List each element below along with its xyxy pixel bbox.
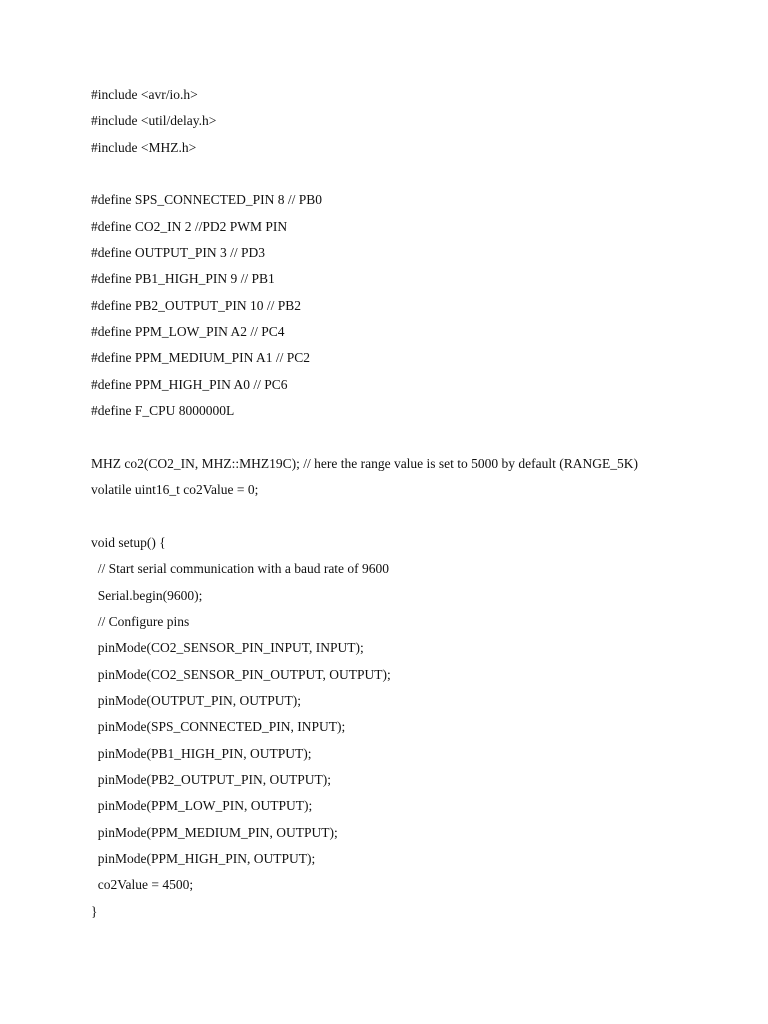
- code-line: pinMode(PB1_HIGH_PIN, OUTPUT);: [91, 745, 312, 761]
- code-line: #define F_CPU 8000000L: [91, 403, 235, 419]
- code-line: pinMode(CO2_SENSOR_PIN_OUTPUT, OUTPUT);: [91, 666, 391, 682]
- code-line: Serial.begin(9600);: [91, 587, 203, 603]
- code-line: void setup() {: [91, 534, 166, 550]
- code-line: pinMode(PPM_HIGH_PIN, OUTPUT);: [91, 850, 316, 866]
- code-line: pinMode(PPM_LOW_PIN, OUTPUT);: [91, 798, 313, 814]
- blank-line: [91, 424, 751, 450]
- code-line: }: [91, 903, 98, 919]
- code-listing: [91, 82, 751, 925]
- code-line: #define SPS_CONNECTED_PIN 8 // PB0: [91, 192, 323, 208]
- code-line: pinMode(PPM_MEDIUM_PIN, OUTPUT);: [91, 824, 338, 840]
- code-line: MHZ co2(CO2_IN, MHZ::MHZ19C); // here the range value is set to 5000 by default (RANGE_5K): [91, 455, 639, 471]
- blank-line: [91, 504, 751, 530]
- code-line: #define PB2_OUTPUT_PIN 10 // PB2: [91, 297, 302, 313]
- code-line: #define PPM_HIGH_PIN A0 // PC6: [91, 376, 288, 392]
- code-line: #define OUTPUT_PIN 3 // PD3: [91, 245, 265, 261]
- code-line: pinMode(SPS_CONNECTED_PIN, INPUT);: [91, 719, 346, 735]
- code-line: // Start serial communication with a baud rate of 9600: [91, 561, 390, 577]
- code-line: #include <util/delay.h>: [91, 113, 217, 129]
- code-line: co2Value = 4500;: [91, 877, 194, 893]
- code-line: #define PB1_HIGH_PIN 9 // PB1: [91, 271, 275, 287]
- blank-line: [91, 161, 751, 187]
- code-line: pinMode(CO2_SENSOR_PIN_INPUT, INPUT);: [91, 640, 364, 656]
- code-line: #define PPM_MEDIUM_PIN A1 // PC2: [91, 350, 311, 366]
- code-line: #include <MHZ.h>: [91, 139, 197, 155]
- code-line: pinMode(PB2_OUTPUT_PIN, OUTPUT);: [91, 771, 332, 787]
- code-line: volatile uint16_t co2Value = 0;: [91, 482, 259, 498]
- code-line: pinMode(OUTPUT_PIN, OUTPUT);: [91, 692, 301, 708]
- code-line: #include <avr/io.h>: [91, 87, 198, 102]
- code-line: #define PPM_LOW_PIN A2 // PC4: [91, 324, 285, 340]
- code-line: // Configure pins: [91, 613, 190, 629]
- code-line: #define CO2_IN 2 //PD2 PWM PIN: [91, 218, 288, 234]
